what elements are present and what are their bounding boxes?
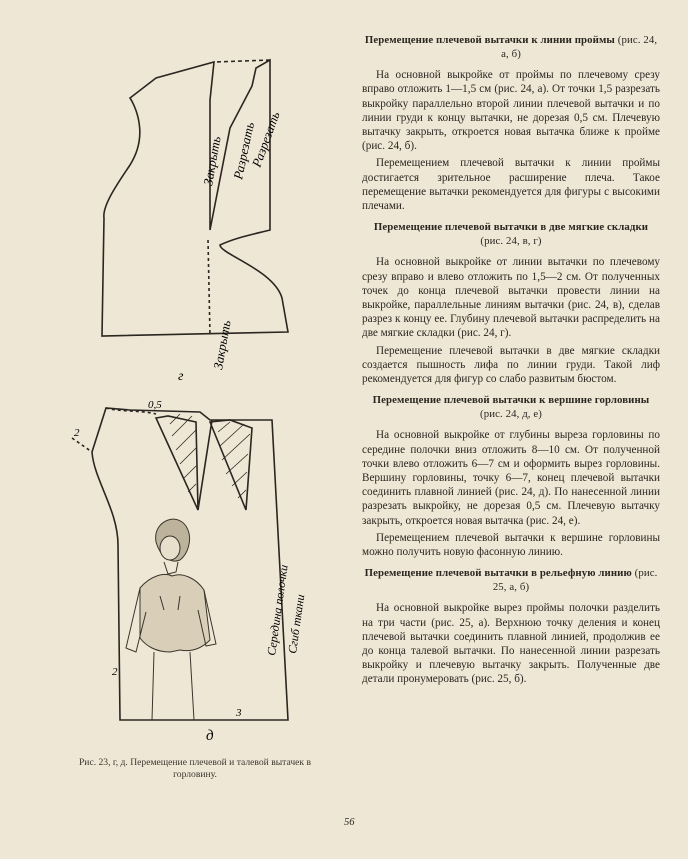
label-letter-d: д xyxy=(206,728,214,744)
hatching xyxy=(170,414,250,498)
label-zakryt: Закрыть xyxy=(200,135,224,187)
section-title: Перемещение плечевой вытачки в рельефную линию (рис. 25, а, б) xyxy=(364,567,658,593)
section-3 xyxy=(362,394,660,559)
paragraph: Перемещением плечевой вытачки к линии проймы достигается зрительное расширение плеча. Такое перемещение вытачки рекомендуется для фигуры с высокими плечами. xyxy=(362,157,660,213)
figure-area xyxy=(60,40,350,830)
label-razrezat-2: Разрезать xyxy=(248,109,283,170)
section-4 xyxy=(362,567,660,686)
paragraph: На основной выкройке вырез проймы полочки разделить на три части (рис. 25, а). Верхнюю точку деления и конец плечевой вытачки соединить плавной линией, продолжив ее до конца талевой вытачки. По нанесенной линии разрезать выкройку и плечевую вытачку закрыть. Полученные две детали пронумеровать (рис. 25, б). xyxy=(362,602,660,686)
section-title: Перемещение плечевой вытачки в две мягкие складки (рис. 24, в, г) xyxy=(373,221,649,247)
paragraph: На основной выкройке от линии вытачки по плечевому срезу вправо и влево отложить по 1,5—2 см. От полученных точек до конца плечевой вытачки провести линии на выкройке, параллельные линиям вытачки (рис. 24, в), сделав разрез к концу ее. Глубину плечевой вытачки распределить на две мягкие складки (рис. 24, г). xyxy=(362,256,660,340)
label-num-2b: 2 xyxy=(112,666,118,678)
pattern-d xyxy=(72,408,288,720)
section-2 xyxy=(362,221,660,386)
section-title: Перемещение плечевой вытачки к линии проймы (рис. 24, а, б) xyxy=(364,34,658,60)
paragraph: На основной выкройке от глубины выреза горловины по середине полочки вниз отложить 8—10 см. От полученной точки влево отложить 6—7 см и оформить вырез горловины. Вершину горловины, точку 6—7, конец плечевой вытачки соединить плавной линией (рис. 24, д). По нанесенной линии разрезать выкройку, не дорезая 0,5 см. Плечевую вытачку закрыть, откроется новая вытачка (рис. 24, е). xyxy=(362,429,660,527)
label-razrezat-1: Разрезать xyxy=(230,120,257,181)
label-dim-05: 0,5 xyxy=(148,399,162,411)
pattern-g xyxy=(102,60,288,336)
figure-caption: Рис. 23, г, д. Перемещение плечевой и талевой вытачек в горловину. xyxy=(78,757,312,780)
section-title: Перемещение плечевой вытачки к вершине горловины (рис. 24, д, е) xyxy=(372,394,650,420)
label-seredina: Середина полочки xyxy=(264,563,291,657)
paragraph: На основной выкройке от проймы по плечевому срезу вправо отложить 1—1,5 см (рис. 24, а). От точки 1,5 разрезать выкройку параллельно второй линии плечевой вытачки и по линии груди к концу вытачки, не дорезая 0,5 см. Плечевую вытачку закрыть, откроется новая вытачка ближе к пройме (рис. 24, б). xyxy=(362,69,660,153)
label-zakryt-2: Закрыть xyxy=(210,319,234,371)
label-num-3: 3 xyxy=(236,707,242,719)
section-1 xyxy=(362,34,660,213)
pattern-figure xyxy=(60,40,350,750)
paragraph: Перемещением плечевой вытачки к вершине горловины можно получить новую фасонную линию. xyxy=(362,531,660,559)
paragraph: Перемещение плечевой вытачки в две мягкие складки создается пышность лифа по линии груди. Такой лиф рекомендуется для фигур со слабо развитым бюстом. xyxy=(362,344,660,386)
label-letter-g: г xyxy=(178,369,184,384)
woman-illustration xyxy=(126,519,216,720)
label-sgib: Сгиб ткани xyxy=(285,593,308,655)
text-column xyxy=(362,34,660,695)
page-number: 56 xyxy=(344,817,355,828)
label-num-2a: 2 xyxy=(74,427,80,439)
